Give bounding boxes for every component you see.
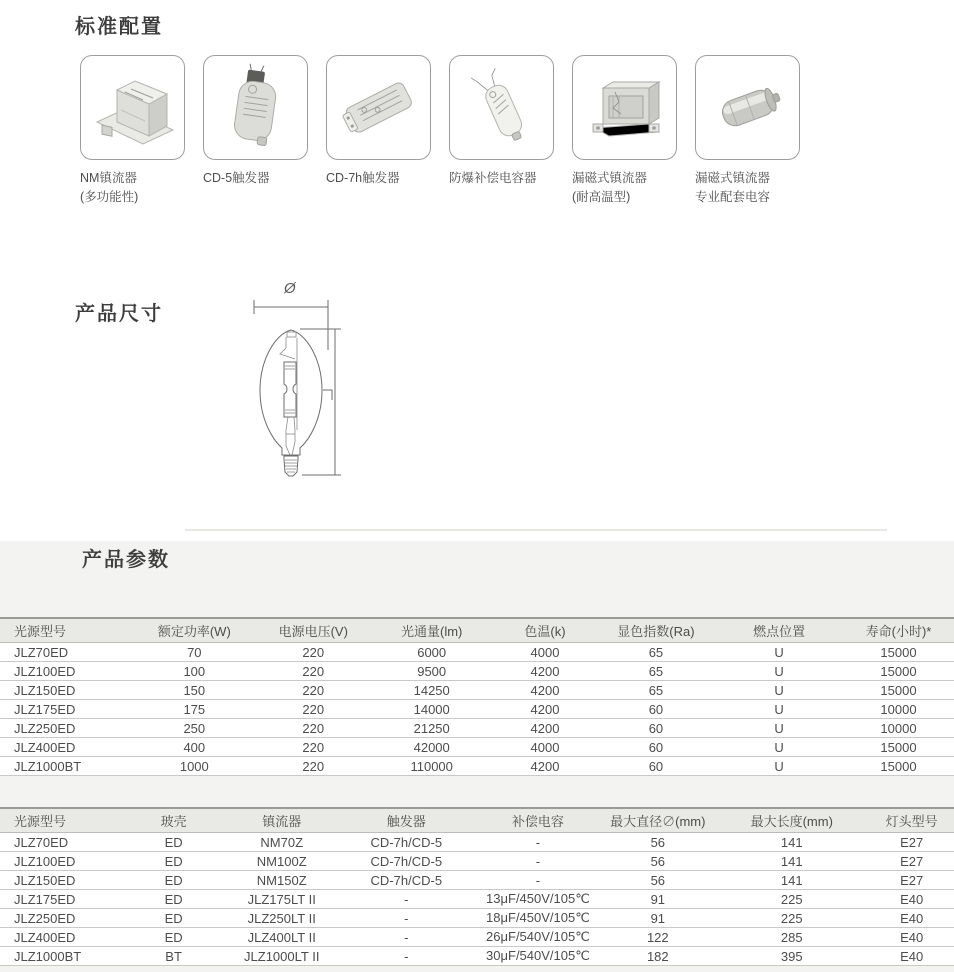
table-cell: 65	[597, 681, 715, 700]
table-cell: 141	[714, 833, 869, 852]
table-cell: U	[715, 681, 843, 700]
table-cell: 4200	[493, 700, 596, 719]
table-row	[0, 833, 954, 852]
table-cell: ED	[122, 833, 225, 852]
table-cell: JLZ100ED	[0, 852, 122, 871]
table-cell: E27	[869, 871, 954, 890]
product-label: CD-5触发器	[203, 171, 270, 185]
column-header: 灯头型号	[869, 808, 954, 833]
diameter-symbol-label: Ø	[284, 280, 296, 297]
table-cell: 110000	[370, 757, 493, 776]
table-row	[0, 852, 954, 871]
table-cell: 4200	[493, 662, 596, 681]
table-cell: U	[715, 700, 843, 719]
product-card	[572, 55, 677, 160]
column-header: 燃点位置	[715, 618, 843, 643]
product-item	[449, 55, 557, 207]
table-cell: 56	[601, 871, 714, 890]
table-row	[0, 757, 954, 776]
table-cell: JLZ250ED	[0, 909, 122, 928]
table-cell: 42000	[370, 738, 493, 757]
product-item	[572, 55, 680, 207]
table-cell: 60	[597, 757, 715, 776]
table-cell: 56	[601, 833, 714, 852]
table-cell: JLZ70ED	[0, 643, 132, 662]
table-cell: 285	[714, 928, 869, 947]
table-cell: JLZ400LT II	[225, 928, 338, 947]
product-card	[695, 55, 800, 160]
table-row	[0, 643, 954, 662]
product-label: 防爆补偿电容器	[449, 171, 537, 185]
explosionproof-capacitor-photo-icon	[456, 62, 548, 154]
table-cell: 4000	[493, 738, 596, 757]
table-cell: JLZ150ED	[0, 871, 122, 890]
table-cell: NM100Z	[225, 852, 338, 871]
table-cell: U	[715, 719, 843, 738]
table-cell: BT	[122, 947, 225, 966]
table-cell: 21250	[370, 719, 493, 738]
table-cell: 4200	[493, 719, 596, 738]
cd7h-ignitor-photo-icon	[333, 62, 425, 154]
table-cell: ED	[122, 928, 225, 947]
column-header: 光源型号	[0, 808, 122, 833]
table-cell: JLZ1000LT II	[225, 947, 338, 966]
table-cell: JLZ250LT II	[225, 909, 338, 928]
table-cell: E27	[869, 852, 954, 871]
product-list	[80, 55, 803, 207]
table-cell: 220	[256, 719, 370, 738]
table-cell: ED	[122, 909, 225, 928]
table-cell: 150	[132, 681, 256, 700]
column-header: 玻壳	[122, 808, 225, 833]
table-cell: 65	[597, 662, 715, 681]
table-cell: -	[474, 871, 601, 890]
table-cell: 65	[597, 643, 715, 662]
section-title-dimensions: 产品尺寸	[75, 303, 163, 325]
table-cell: 15000	[843, 662, 954, 681]
table-cell: JLZ1000BT	[0, 947, 122, 966]
table-cell: 395	[714, 947, 869, 966]
column-header: 最大直径∅(mm)	[601, 808, 714, 833]
table-cell: 250	[132, 719, 256, 738]
product-card	[80, 55, 185, 160]
table-cell: 60	[597, 700, 715, 719]
table-cell: 4200	[493, 681, 596, 700]
table-cell: 220	[256, 643, 370, 662]
table-cell: 14000	[370, 700, 493, 719]
table-cell: JLZ70ED	[0, 833, 122, 852]
table-cell: 9500	[370, 662, 493, 681]
table-cell: 91	[601, 909, 714, 928]
table-cell: 220	[256, 700, 370, 719]
table-cell: E27	[869, 833, 954, 852]
table-cell: 60	[597, 719, 715, 738]
product-label: 漏磁式镇流器 (耐高温型)	[572, 171, 648, 204]
table-cell: 4000	[493, 643, 596, 662]
table-cell: 10000	[843, 700, 954, 719]
table-row	[0, 681, 954, 700]
column-header: 光通量(lm)	[370, 618, 493, 643]
table-cell: JLZ175ED	[0, 890, 122, 909]
table-row	[0, 662, 954, 681]
table-cell: 70	[132, 643, 256, 662]
table-cell: 15000	[843, 757, 954, 776]
product-card	[326, 55, 431, 160]
table-cell: 18μF/450V/105℃	[474, 909, 601, 928]
table-cell: CD-7h/CD-5	[338, 871, 474, 890]
table-cell: 220	[256, 662, 370, 681]
metal-capacitor-photo-icon	[702, 62, 794, 154]
table-cell: 14250	[370, 681, 493, 700]
table-header	[0, 618, 954, 643]
table-cell: JLZ175ED	[0, 700, 132, 719]
table-cell: 141	[714, 871, 869, 890]
table-row	[0, 700, 954, 719]
cd5-ignitor-photo-icon	[210, 62, 302, 154]
column-header: 额定功率(W)	[132, 618, 256, 643]
table-cell: 15000	[843, 643, 954, 662]
table-cell: JLZ400ED	[0, 738, 132, 757]
table-cell: 225	[714, 909, 869, 928]
table-row	[0, 890, 954, 909]
column-header: 最大长度(mm)	[714, 808, 869, 833]
column-header: 显色指数(Ra)	[597, 618, 715, 643]
table-cell: JLZ1000BT	[0, 757, 132, 776]
table-cell: CD-7h/CD-5	[338, 833, 474, 852]
table-cell: U	[715, 643, 843, 662]
table-cell: 60	[597, 738, 715, 757]
electrical-spec-table	[0, 807, 954, 966]
table-cell: 175	[132, 700, 256, 719]
table-cell: 141	[714, 852, 869, 871]
table-cell: E40	[869, 909, 954, 928]
column-header: 触发器	[338, 808, 474, 833]
table-cell: NM150Z	[225, 871, 338, 890]
table-cell: CD-7h/CD-5	[338, 852, 474, 871]
table-cell: -	[474, 833, 601, 852]
table-cell: 15000	[843, 681, 954, 700]
table-cell: 26μF/540V/105℃	[474, 928, 601, 947]
table-cell: ED	[122, 852, 225, 871]
table-cell: 6000	[370, 643, 493, 662]
table-cell: NM70Z	[225, 833, 338, 852]
table-cell: 15000	[843, 738, 954, 757]
product-item	[695, 55, 803, 207]
table-cell: 122	[601, 928, 714, 947]
nm-ballast-photo-icon	[87, 62, 179, 154]
product-label: CD-7h触发器	[326, 171, 400, 185]
table-cell: U	[715, 662, 843, 681]
table-cell: 30μF/540V/105℃	[474, 947, 601, 966]
table-cell: 10000	[843, 719, 954, 738]
table-cell: JLZ100ED	[0, 662, 132, 681]
table-row	[0, 738, 954, 757]
lamp-dimension-diagram	[240, 272, 355, 482]
section-title-parameters: 产品参数	[82, 549, 170, 571]
table-cell: JLZ400ED	[0, 928, 122, 947]
table-cell: ED	[122, 871, 225, 890]
table-cell: 220	[256, 738, 370, 757]
product-label: NM镇流器 (多功能性)	[80, 171, 139, 204]
column-header: 寿命(小时)*	[843, 618, 954, 643]
table-cell: 56	[601, 852, 714, 871]
product-card	[449, 55, 554, 160]
table-cell: -	[338, 909, 474, 928]
table-cell: ED	[122, 890, 225, 909]
section-divider	[185, 529, 887, 531]
table-cell: 13μF/450V/105℃	[474, 890, 601, 909]
table-cell: 220	[256, 757, 370, 776]
table-cell: U	[715, 757, 843, 776]
table-cell: 182	[601, 947, 714, 966]
product-item	[203, 55, 311, 207]
table-row	[0, 928, 954, 947]
table-cell: JLZ150ED	[0, 681, 132, 700]
table-cell: 1000	[132, 757, 256, 776]
column-header: 镇流器	[225, 808, 338, 833]
table-cell: -	[338, 890, 474, 909]
table-cell: 91	[601, 890, 714, 909]
product-item	[326, 55, 434, 207]
table-cell: 225	[714, 890, 869, 909]
table-cell: U	[715, 738, 843, 757]
table-cell: E40	[869, 890, 954, 909]
photometric-spec-table	[0, 617, 954, 776]
column-header: 补偿电容	[474, 808, 601, 833]
table-cell: -	[338, 947, 474, 966]
table-row	[0, 909, 954, 928]
table-row	[0, 947, 954, 966]
table-cell: E40	[869, 947, 954, 966]
leakage-ballast-photo-icon	[579, 62, 671, 154]
table-row	[0, 871, 954, 890]
product-item	[80, 55, 188, 207]
table-cell: -	[474, 852, 601, 871]
table-cell: 400	[132, 738, 256, 757]
table-cell: 4200	[493, 757, 596, 776]
table-cell: 220	[256, 681, 370, 700]
table-header	[0, 808, 954, 833]
table-cell: 100	[132, 662, 256, 681]
column-header: 色温(k)	[493, 618, 596, 643]
column-header: 光源型号	[0, 618, 132, 643]
column-header: 电源电压(V)	[256, 618, 370, 643]
table-cell: E40	[869, 928, 954, 947]
table-row	[0, 719, 954, 738]
length-symbol-mark	[323, 390, 332, 400]
product-card	[203, 55, 308, 160]
section-title-standard-config: 标准配置	[75, 16, 163, 38]
table-cell: JLZ250ED	[0, 719, 132, 738]
product-label: 漏磁式镇流器 专业配套电容	[695, 171, 771, 204]
table-cell: -	[338, 928, 474, 947]
table-cell: JLZ175LT II	[225, 890, 338, 909]
